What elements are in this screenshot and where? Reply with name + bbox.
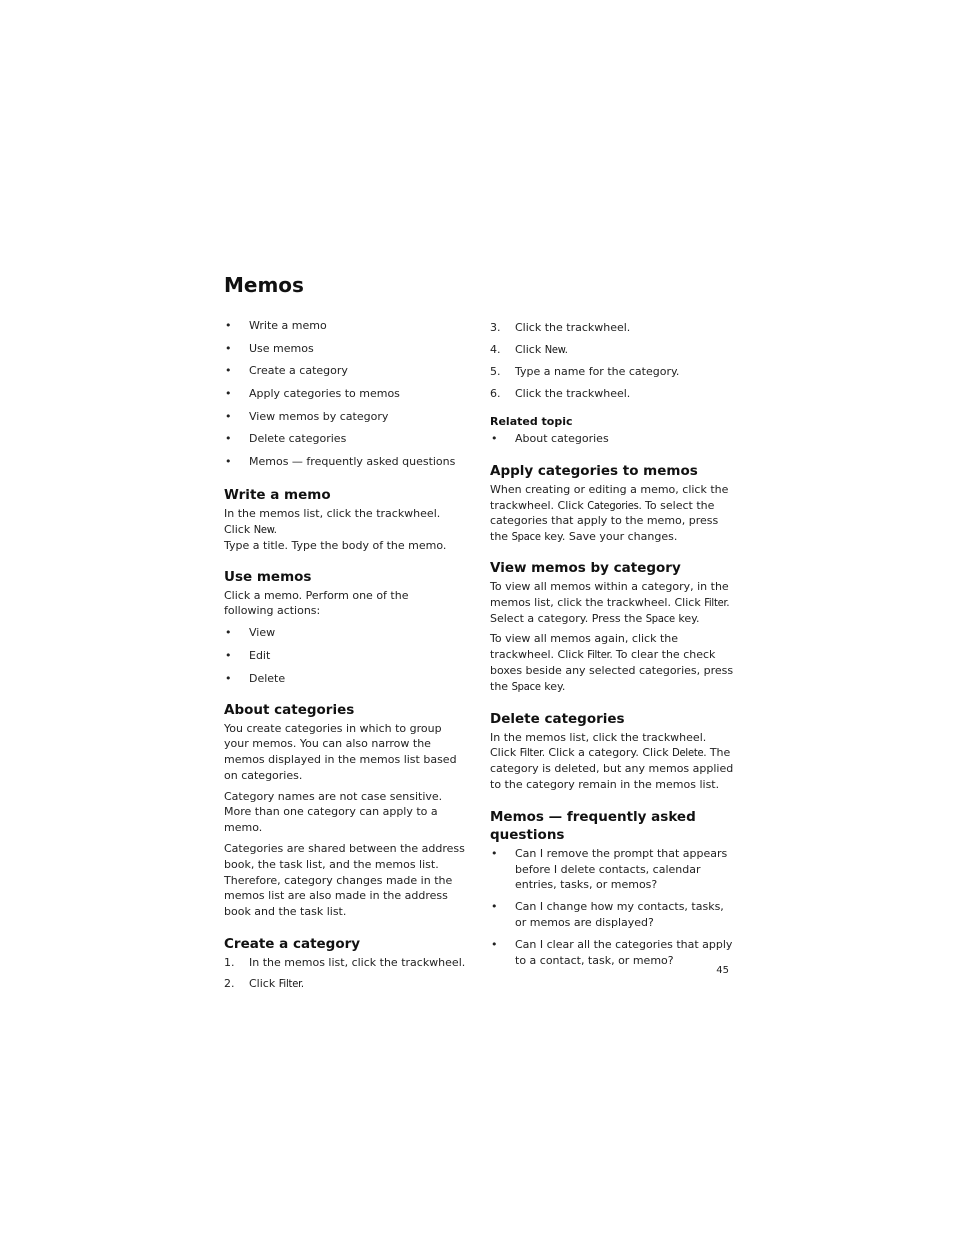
keyword-filter: Filter.: [519, 746, 545, 760]
about-categories-p2: Category names are not case sensitive. More than one category can apply to a memo.: [224, 789, 443, 835]
text-run: key. Save your changes.: [540, 530, 678, 544]
text-run: The category is deleted, but any memos applied to the category remain in the memos list.: [490, 746, 734, 791]
step-number: 1.: [224, 956, 235, 970]
delete-categories-heading: Delete categories: [490, 710, 625, 727]
step-text: Click: [249, 977, 279, 991]
text-run: In the memos list, click the trackwheel. Click: [490, 730, 707, 760]
keyword-filter: Filter.: [278, 977, 304, 991]
delete-categories-text: [490, 730, 735, 793]
step-number: 2.: [224, 977, 235, 991]
step-item: [490, 320, 735, 335]
section-link-delete-categories[interactable]: • Delete categories: [224, 431, 469, 446]
list-item: • Edit: [224, 648, 469, 664]
view-by-category-p1: [490, 579, 735, 626]
keyword-filter: Filter.: [704, 595, 730, 609]
write-memo-text: [224, 506, 469, 553]
text-run: When creating or editing a memo, click the trackwheel. Click: [490, 482, 729, 512]
text-run: Click a category. Click: [544, 746, 673, 760]
faq-list: [490, 846, 735, 969]
write-memo-heading: Write a memo: [224, 487, 331, 504]
related-topic-link[interactable]: • About categories: [490, 431, 735, 447]
text-run: Type a title. Type the body of the memo.: [224, 538, 447, 552]
keyword-categories: Categories.: [587, 498, 642, 512]
right-column: [490, 320, 735, 968]
step-text: Click the trackwheel.: [515, 321, 631, 334]
text-run: key.: [540, 679, 566, 693]
text-run: In the memos list, click the trackwheel. Click: [224, 507, 441, 536]
step-number: 4.: [490, 343, 501, 356]
left-column: [224, 318, 469, 991]
section-link-write-memo[interactable]: • Write a memo: [224, 318, 469, 333]
about-categories-p3: Categories are shared between the address book, the task list, and the memos list. Therefore, category changes made in the memos list are also made in the address book and the task list.: [224, 842, 465, 919]
about-categories-p1: You create categories in which to group your memos. You can also narrow the memos displayed in the memos list based on categories.: [224, 721, 457, 782]
related-topic-label: Related topic: [490, 415, 573, 428]
use-memos-intro: Click a memo. Perform one of the following actions:: [224, 588, 409, 618]
step-text: Type a name for the category.: [515, 365, 680, 378]
step-text: In the memos list, click the trackwheel.: [249, 956, 466, 970]
section-link-use-memos[interactable]: • Use memos: [224, 341, 469, 356]
faq-heading: Memos — frequently asked questions: [490, 808, 696, 843]
keyword-new: New.: [253, 522, 277, 536]
step-text: Click the trackwheel.: [515, 387, 631, 400]
view-by-category-p2: [490, 631, 735, 694]
faq-item[interactable]: • Can I clear all the categories that apply to a contact, task, or memo?: [490, 937, 735, 969]
step-item: [224, 976, 469, 991]
section-link-create-category[interactable]: • Create a category: [224, 363, 469, 378]
step-item: [490, 342, 735, 357]
text-run: To view all memos again, click the trackwheel. Click: [490, 632, 679, 662]
apply-categories-heading: Apply categories to memos: [490, 462, 698, 479]
text-run: To clear the check boxes beside any selected categories, press the: [490, 648, 734, 693]
text-run: To view all memos within a category, in the memos list, click the trackwheel. Click: [490, 579, 729, 609]
keyword-delete: Delete.: [672, 746, 707, 760]
keyword-filter: Filter.: [587, 648, 613, 662]
section-link-faq[interactable]: • Memos — frequently asked questions: [224, 454, 469, 469]
use-memos-actions: [224, 625, 469, 686]
list-item: • Delete: [224, 671, 469, 687]
use-memos-heading: Use memos: [224, 568, 312, 585]
keyword-space: Space: [645, 611, 675, 625]
step-number: 6.: [490, 387, 501, 400]
page-number: 45: [716, 965, 729, 976]
step-item: [490, 364, 735, 379]
keyword-space: Space: [511, 530, 541, 544]
section-link-view-by-category[interactable]: • View memos by category: [224, 409, 469, 424]
faq-item[interactable]: • Can I change how my contacts, tasks, or memos are displayed?: [490, 899, 735, 931]
faq-item[interactable]: • Can I remove the prompt that appears before I delete contacts, calendar entries, tasks, or memos?: [490, 846, 735, 893]
about-categories-heading: About categories: [224, 701, 355, 718]
section-link-apply-categories[interactable]: • Apply categories to memos: [224, 386, 469, 401]
apply-categories-text: [490, 482, 735, 545]
step-item: [490, 386, 735, 401]
text-run: Select a category. Press the: [490, 611, 646, 625]
page-title: Memos: [224, 273, 304, 297]
step-item: [224, 955, 469, 970]
keyword-new: New.: [544, 343, 568, 356]
create-category-steps-a: [224, 955, 469, 991]
keyword-space: Space: [511, 679, 541, 693]
create-category-steps-b: [490, 320, 735, 401]
related-topic-list: [490, 431, 735, 447]
step-number: 5.: [490, 365, 501, 378]
text-run: To select the categories that apply to the memo, press the: [490, 498, 719, 544]
step-text: Click: [515, 343, 545, 356]
list-item: • View: [224, 625, 469, 641]
view-by-category-heading: View memos by category: [490, 559, 681, 576]
text-run: key.: [674, 611, 700, 625]
section-list: [224, 318, 469, 469]
step-number: 3.: [490, 321, 501, 334]
create-category-heading: Create a category: [224, 936, 361, 953]
